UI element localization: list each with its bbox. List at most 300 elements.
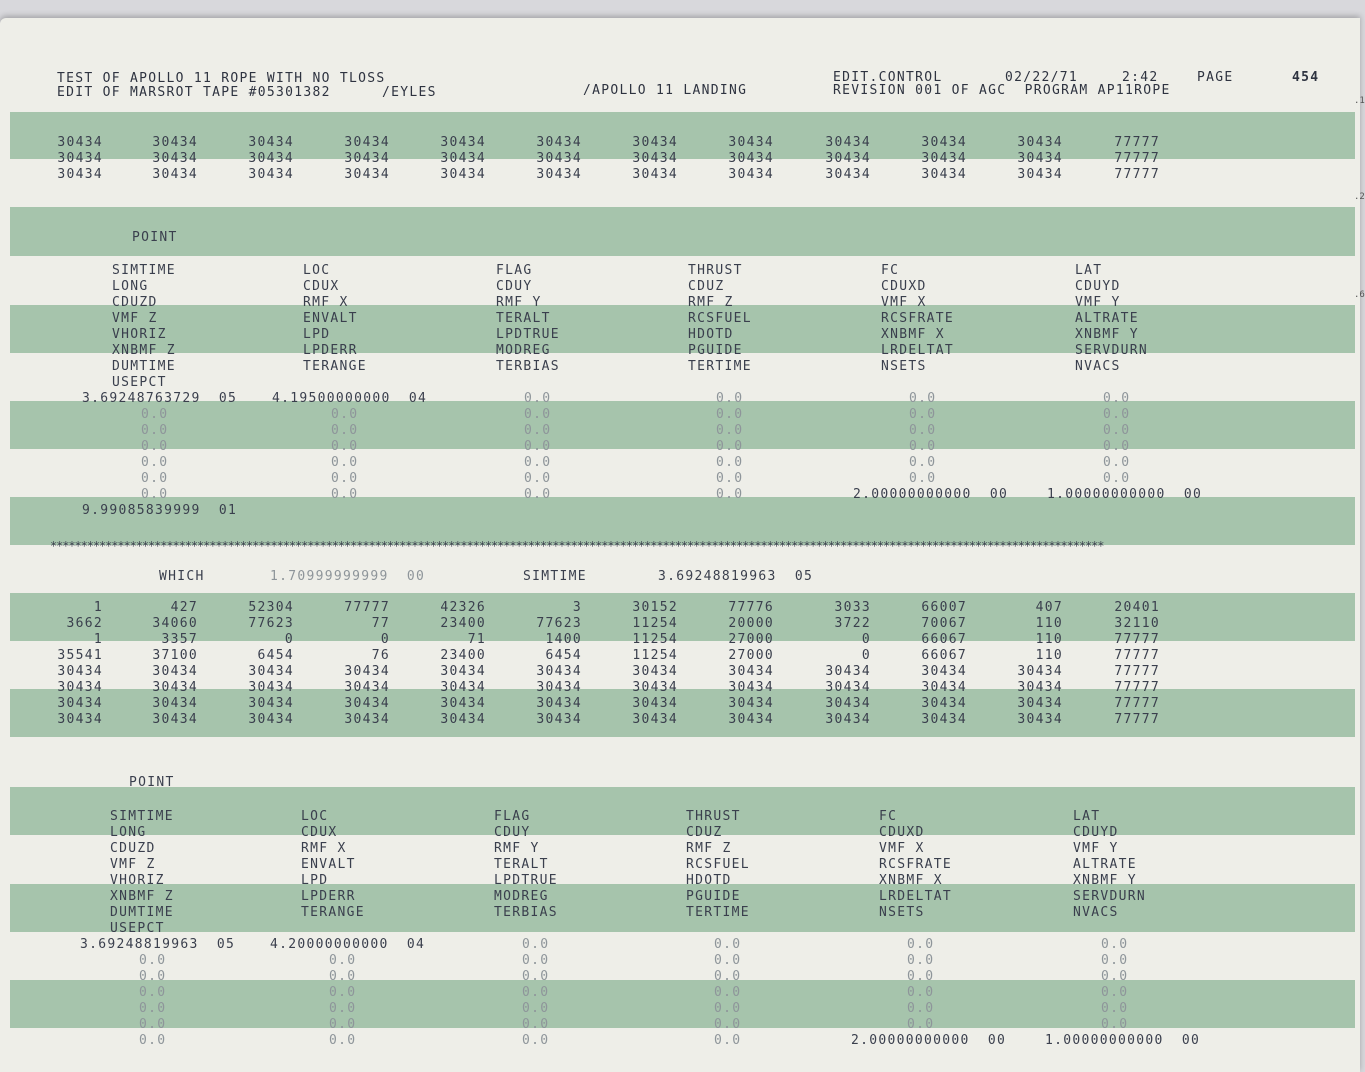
field-label: FC (879, 809, 898, 824)
octal-cell: 30434 (440, 135, 486, 150)
octal-cell: 30434 (152, 151, 198, 166)
field-value: 0.0 (329, 985, 357, 1000)
octal-cell: 35541 (57, 648, 103, 663)
field-value: 0.0 (524, 455, 552, 470)
octal-cell: 3 (572, 600, 582, 615)
octal-cell: 30434 (632, 664, 678, 679)
octal-cell: 30434 (344, 680, 390, 695)
octal-cell: 30434 (152, 664, 198, 679)
field-label: THRUST (688, 263, 743, 278)
octal-cell: 30434 (248, 696, 294, 711)
field-value: 0.0 (909, 407, 937, 422)
field-value: 0.0 (714, 969, 742, 984)
octal-cell: 30434 (728, 696, 774, 711)
octal-cell: 30434 (536, 680, 582, 695)
octal-cell: 52304 (248, 600, 294, 615)
field-value: 0.0 (524, 439, 552, 454)
field-value: 0.0 (909, 391, 937, 406)
field-label: VMF Z (110, 857, 156, 872)
octal-cell: 30434 (921, 712, 967, 727)
field-label: THRUST (686, 809, 741, 824)
field-value: 0.0 (909, 439, 937, 454)
field-label: TERBIAS (496, 359, 560, 374)
field-label: LPD (301, 873, 329, 888)
octal-cell: 110 (1035, 648, 1063, 663)
field-value: 0.0 (331, 455, 359, 470)
octal-cell: 30434 (57, 712, 103, 727)
field-label: MODREG (494, 889, 549, 904)
field-value: 0.0 (1101, 937, 1129, 952)
field-label: USEPCT (112, 375, 167, 390)
field-value: 0.0 (139, 1001, 167, 1016)
field-label: CDUY (496, 279, 533, 294)
octal-cell: 66067 (921, 648, 967, 663)
field-value: 0.0 (714, 953, 742, 968)
green-band (10, 787, 1355, 835)
field-value: 0.0 (524, 391, 552, 406)
field-value: 0.0 (1101, 1017, 1129, 1032)
octal-cell: 11254 (632, 648, 678, 663)
page-label: PAGE (1197, 70, 1234, 85)
field-label: RCSFUEL (688, 311, 752, 326)
field-value: 0.0 (1101, 1001, 1129, 1016)
field-value: 0.0 (907, 953, 935, 968)
field-label: RMF Y (496, 295, 542, 310)
field-value: 0.0 (716, 471, 744, 486)
field-value: 0.0 (522, 1001, 550, 1016)
octal-cell: 30434 (728, 135, 774, 150)
field-label: CDUZ (688, 279, 725, 294)
octal-cell: 30434 (152, 696, 198, 711)
field-value: 0.0 (329, 1017, 357, 1032)
field-value: 0.0 (331, 423, 359, 438)
field-label: CDUXD (881, 279, 927, 294)
octal-cell: 77777 (1114, 648, 1160, 663)
field-value: 0.0 (139, 1017, 167, 1032)
octal-cell: 23400 (440, 648, 486, 663)
octal-cell: 30434 (632, 135, 678, 150)
field-value: 0.0 (1101, 953, 1129, 968)
octal-cell: 30434 (825, 135, 871, 150)
field-label: TERTIME (688, 359, 752, 374)
field-value: 0.0 (1101, 985, 1129, 1000)
field-value: 1.00000000000 00 (1045, 1033, 1201, 1048)
field-value: 0.0 (139, 1033, 167, 1048)
octal-cell: 1 (93, 632, 103, 647)
octal-cell: 30434 (248, 135, 294, 150)
print-time: 2:42 (1122, 70, 1159, 85)
octal-cell: 77623 (536, 616, 582, 631)
octal-cell: 30434 (248, 167, 294, 182)
field-value: 0.0 (716, 391, 744, 406)
octal-cell: 30434 (344, 167, 390, 182)
octal-cell: 30434 (248, 151, 294, 166)
margin-mark: .6 (1354, 290, 1365, 300)
field-value: 0.0 (1103, 391, 1131, 406)
octal-cell: 30434 (825, 680, 871, 695)
field-value: 0.0 (141, 439, 169, 454)
field-label: LAT (1073, 809, 1101, 824)
field-label: RMF Z (688, 295, 734, 310)
author: /EYLES (382, 85, 437, 100)
field-value: 3.69248763729 05 (82, 391, 238, 406)
field-label: PGUIDE (686, 889, 741, 904)
octal-cell: 30434 (1017, 680, 1063, 695)
mission-title: /APOLLO 11 LANDING (583, 83, 748, 98)
octal-cell: 6454 (545, 648, 582, 663)
octal-cell: 30434 (1017, 712, 1063, 727)
green-band (10, 401, 1355, 449)
field-value: 4.20000000000 04 (270, 937, 426, 952)
field-value: 0.0 (907, 1017, 935, 1032)
field-label: LOC (303, 263, 331, 278)
simtime-label: SIMTIME (523, 569, 587, 584)
field-label: NVACS (1075, 359, 1121, 374)
field-label: LPDTRUE (496, 327, 560, 342)
field-value: 0.0 (139, 985, 167, 1000)
field-value: 0.0 (524, 487, 552, 502)
section-title: POINT (129, 775, 175, 790)
octal-cell: 30434 (440, 664, 486, 679)
field-label: CDUX (301, 825, 338, 840)
field-label: LONG (112, 279, 149, 294)
octal-cell: 30434 (344, 151, 390, 166)
octal-cell: 30434 (344, 696, 390, 711)
octal-cell: 77777 (1114, 664, 1160, 679)
octal-cell: 3357 (161, 632, 198, 647)
octal-cell: 30434 (921, 696, 967, 711)
octal-cell: 0 (861, 632, 871, 647)
octal-cell: 23400 (440, 616, 486, 631)
separator-stars: **************************************************************************************************************************************************************************** (50, 539, 1104, 553)
octal-cell: 77777 (1114, 680, 1160, 695)
field-label: ALTRATE (1075, 311, 1139, 326)
octal-cell: 30434 (248, 712, 294, 727)
field-label: CDUXD (879, 825, 925, 840)
field-label: RCSFRATE (879, 857, 953, 872)
octal-cell: 77776 (728, 600, 774, 615)
octal-cell: 30152 (632, 600, 678, 615)
field-label: SIMTIME (112, 263, 176, 278)
field-value: 0.0 (522, 969, 550, 984)
field-label: XNBMF Z (112, 343, 176, 358)
field-label: FC (881, 263, 900, 278)
octal-cell: 30434 (728, 151, 774, 166)
section-title: POINT (132, 230, 178, 245)
field-value: 0.0 (1103, 407, 1131, 422)
green-band (10, 207, 1355, 256)
field-label: LPDERR (301, 889, 356, 904)
octal-cell: 30434 (921, 151, 967, 166)
octal-cell: 27000 (728, 632, 774, 647)
octal-cell: 30434 (632, 712, 678, 727)
field-value: 0.0 (716, 487, 744, 502)
octal-cell: 1 (93, 600, 103, 615)
field-label: DUMTIME (112, 359, 176, 374)
field-label: ENVALT (301, 857, 356, 872)
octal-cell: 37100 (152, 648, 198, 663)
field-label: VMF Y (1073, 841, 1119, 856)
octal-cell: 30434 (152, 167, 198, 182)
octal-cell: 6454 (257, 648, 294, 663)
octal-cell: 30434 (536, 712, 582, 727)
field-label: CDUZD (112, 295, 158, 310)
field-label: RMF Y (494, 841, 540, 856)
field-value: 0.0 (714, 1001, 742, 1016)
octal-cell: 30434 (921, 664, 967, 679)
octal-cell: 30434 (440, 167, 486, 182)
octal-cell: 77777 (1114, 632, 1160, 647)
octal-cell: 30434 (1017, 167, 1063, 182)
field-value: 0.0 (714, 1033, 742, 1048)
octal-cell: 30434 (728, 167, 774, 182)
field-label: HDOTD (686, 873, 732, 888)
field-value: 0.0 (331, 471, 359, 486)
octal-cell: 11254 (632, 616, 678, 631)
printout-page (0, 18, 1365, 1072)
field-label: PGUIDE (688, 343, 743, 358)
field-label: LRDELTAT (879, 889, 953, 904)
field-value: 0.0 (329, 969, 357, 984)
field-value: 0.0 (909, 471, 937, 486)
octal-cell: 30434 (921, 135, 967, 150)
field-label: TERALT (496, 311, 551, 326)
report-title: TEST OF APOLLO 11 ROPE WITH NO TLOSS (57, 71, 386, 86)
octal-cell: 0 (861, 648, 871, 663)
octal-cell: 76 (371, 648, 390, 663)
octal-cell: 0 (380, 632, 390, 647)
field-value: 0.0 (1101, 969, 1129, 984)
field-value: 0.0 (714, 1017, 742, 1032)
green-band (10, 980, 1355, 1028)
edit-of-line: EDIT OF MARSROT TAPE #05301382 (57, 85, 331, 100)
octal-cell: 71 (467, 632, 486, 647)
octal-cell: 30434 (728, 664, 774, 679)
field-value: 0.0 (524, 423, 552, 438)
field-value: 0.0 (329, 953, 357, 968)
field-label: VHORIZ (110, 873, 165, 888)
octal-cell: 20401 (1114, 600, 1160, 615)
which-value: 1.70999999999 00 (270, 569, 426, 584)
octal-cell: 30434 (440, 680, 486, 695)
field-value: 0.0 (331, 407, 359, 422)
field-value: 0.0 (522, 953, 550, 968)
octal-cell: 30434 (152, 135, 198, 150)
field-label: CDUYD (1075, 279, 1121, 294)
field-label: USEPCT (110, 921, 165, 936)
field-label: LRDELTAT (881, 343, 955, 358)
margin-mark: .1 (1354, 96, 1365, 106)
octal-cell: 77777 (1114, 135, 1160, 150)
octal-cell: 70067 (921, 616, 967, 631)
field-label: RCSFUEL (686, 857, 750, 872)
field-label: RCSFRATE (881, 311, 955, 326)
field-label: LPDTRUE (494, 873, 558, 888)
octal-cell: 427 (170, 600, 198, 615)
field-value: 0.0 (524, 471, 552, 486)
octal-cell: 30434 (825, 696, 871, 711)
page-number: 454 (1292, 70, 1320, 85)
field-value: 0.0 (907, 1001, 935, 1016)
octal-cell: 30434 (825, 664, 871, 679)
field-label: VMF X (879, 841, 925, 856)
octal-cell: 30434 (632, 680, 678, 695)
octal-cell: 30434 (152, 680, 198, 695)
octal-cell: 30434 (440, 712, 486, 727)
field-label: RMF X (301, 841, 347, 856)
field-label: XNBMF Y (1073, 873, 1137, 888)
field-value: 0.0 (329, 1033, 357, 1048)
field-value: 0.0 (716, 439, 744, 454)
octal-cell: 30434 (440, 151, 486, 166)
field-value: 0.0 (524, 407, 552, 422)
octal-cell: 30434 (632, 151, 678, 166)
field-label: TERTIME (686, 905, 750, 920)
green-band (10, 305, 1355, 353)
field-label: FLAG (494, 809, 531, 824)
field-label: NSETS (879, 905, 925, 920)
octal-cell: 77777 (1114, 151, 1160, 166)
field-value: 0.0 (1103, 439, 1131, 454)
field-value: 0.0 (141, 487, 169, 502)
octal-cell: 30434 (57, 167, 103, 182)
field-value: 0.0 (1103, 471, 1131, 486)
field-value: 0.0 (331, 487, 359, 502)
octal-cell: 30434 (57, 696, 103, 711)
field-label: CDUY (494, 825, 531, 840)
octal-cell: 30434 (57, 680, 103, 695)
octal-cell: 30434 (248, 664, 294, 679)
octal-cell: 30434 (152, 712, 198, 727)
usepct-value: 9.99085839999 01 (82, 503, 238, 518)
field-label: VMF Z (112, 311, 158, 326)
octal-cell: 30434 (57, 135, 103, 150)
octal-cell: 30434 (825, 167, 871, 182)
field-value: 2.00000000000 00 (853, 487, 1009, 502)
revision-line: REVISION 001 OF AGC PROGRAM AP11ROPE (833, 83, 1171, 98)
field-value: 3.69248819963 05 (80, 937, 236, 952)
octal-cell: 77 (371, 616, 390, 631)
field-label: ALTRATE (1073, 857, 1137, 872)
field-label: ENVALT (303, 311, 358, 326)
field-label: MODREG (496, 343, 551, 358)
octal-cell: 3662 (66, 616, 103, 631)
octal-cell: 30434 (1017, 151, 1063, 166)
octal-cell: 30434 (728, 712, 774, 727)
octal-cell: 30434 (536, 135, 582, 150)
field-value: 0.0 (141, 407, 169, 422)
octal-cell: 30434 (536, 167, 582, 182)
field-value: 0.0 (522, 1017, 550, 1032)
field-value: 0.0 (907, 969, 935, 984)
field-label: TERBIAS (494, 905, 558, 920)
octal-cell: 30434 (344, 135, 390, 150)
field-label: LAT (1075, 263, 1103, 278)
field-value: 0.0 (716, 423, 744, 438)
field-value: 0.0 (716, 407, 744, 422)
green-band (10, 884, 1355, 932)
octal-cell: 407 (1035, 600, 1063, 615)
field-label: XNBMF X (879, 873, 943, 888)
octal-cell: 11254 (632, 632, 678, 647)
field-label: SERVDURN (1073, 889, 1147, 904)
octal-cell: 3033 (834, 600, 871, 615)
octal-cell: 110 (1035, 616, 1063, 631)
field-value: 4.19500000000 04 (272, 391, 428, 406)
octal-cell: 77777 (1114, 167, 1160, 182)
octal-cell: 77623 (248, 616, 294, 631)
print-date: 02/22/71 (1005, 70, 1079, 85)
octal-cell: 32110 (1114, 616, 1160, 631)
field-label: TERALT (494, 857, 549, 872)
field-label: CDUYD (1073, 825, 1119, 840)
octal-cell: 30434 (57, 664, 103, 679)
field-label: SERVDURN (1075, 343, 1149, 358)
octal-cell: 30434 (440, 696, 486, 711)
field-label: CDUX (303, 279, 340, 294)
field-label: CDUZ (686, 825, 723, 840)
octal-cell: 77777 (1114, 712, 1160, 727)
octal-cell: 110 (1035, 632, 1063, 647)
field-value: 0.0 (909, 455, 937, 470)
field-value: 0.0 (522, 985, 550, 1000)
field-label: XNBMF X (881, 327, 945, 342)
field-value: 0.0 (907, 985, 935, 1000)
field-label: TERANGE (301, 905, 365, 920)
octal-cell: 30434 (1017, 664, 1063, 679)
octal-cell: 30434 (1017, 696, 1063, 711)
octal-cell: 42326 (440, 600, 486, 615)
octal-cell: 0 (284, 632, 294, 647)
octal-cell: 1400 (545, 632, 582, 647)
octal-cell: 66007 (921, 600, 967, 615)
field-value: 0.0 (714, 937, 742, 952)
field-label: LPDERR (303, 343, 358, 358)
field-value: 0.0 (1103, 423, 1131, 438)
field-label: NVACS (1073, 905, 1119, 920)
octal-cell: 77777 (344, 600, 390, 615)
octal-cell: 30434 (728, 680, 774, 695)
field-label: SIMTIME (110, 809, 174, 824)
edit-control: EDIT.CONTROL (833, 70, 943, 85)
field-label: VMF Y (1075, 295, 1121, 310)
field-label: RMF X (303, 295, 349, 310)
octal-cell: 30434 (921, 167, 967, 182)
field-value: 0.0 (139, 953, 167, 968)
octal-cell: 30434 (248, 680, 294, 695)
field-label: LPD (303, 327, 331, 342)
octal-cell: 30434 (344, 664, 390, 679)
field-value: 0.0 (141, 423, 169, 438)
field-value: 0.0 (909, 423, 937, 438)
octal-cell: 3722 (834, 616, 871, 631)
octal-cell: 30434 (536, 696, 582, 711)
octal-cell: 30434 (921, 680, 967, 695)
margin-mark: .2 (1354, 192, 1365, 202)
field-label: XNBMF Y (1075, 327, 1139, 342)
field-value: 0.0 (329, 1001, 357, 1016)
octal-cell: 30434 (825, 151, 871, 166)
field-label: NSETS (881, 359, 927, 374)
field-label: CDUZD (110, 841, 156, 856)
simtime-value: 3.69248819963 05 (658, 569, 814, 584)
field-value: 0.0 (522, 937, 550, 952)
field-value: 0.0 (331, 439, 359, 454)
field-value: 0.0 (907, 937, 935, 952)
octal-cell: 30434 (1017, 135, 1063, 150)
field-label: HDOTD (688, 327, 734, 342)
field-value: 1.00000000000 00 (1047, 487, 1203, 502)
